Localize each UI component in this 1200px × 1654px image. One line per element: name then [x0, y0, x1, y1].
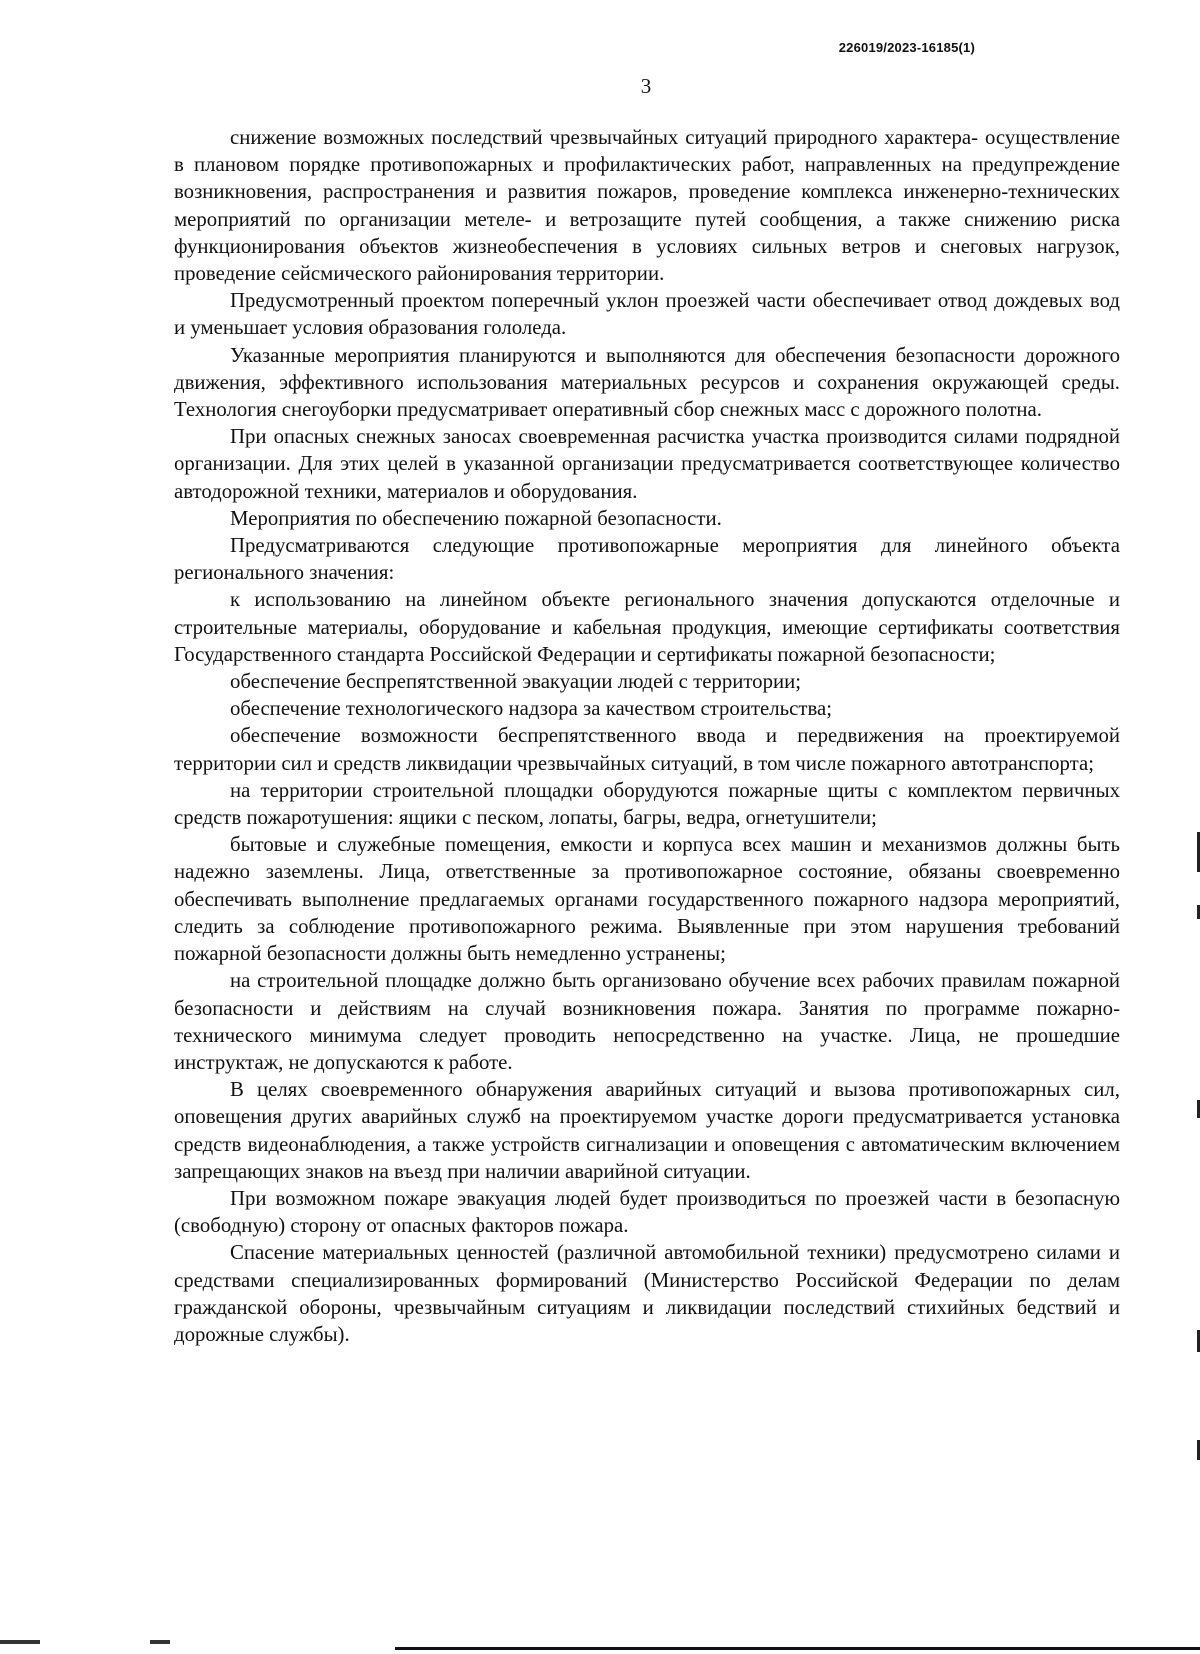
paragraph-worker-training: на строительной площадке должно быть организовано обучение всех рабочих правилам пожарной безопасности и действиям на случай возникновения пожара. Занятия по программе пожарно-технического минимума следует проводить непосредственно на участке. Лица, не прошедшие инструктаж, не допускаются к работе. [174, 969, 1120, 1074]
paragraph-grounding: бытовые и служебные помещения, емкости и корпуса всех машин и механизмов должны быть надежно заземлены. Лица, ответственные за противопожарное состояние, обязаны своевременно обеспечивать выполнение предлагаемых органами государственного пожарного надзора мероприятий, следить за соблюдение противопожарного режима. Выявленные при этом нарушения требований пожарной безопасности должны быть немедленно устранены; [174, 833, 1120, 966]
paragraph-tech-supervision: обеспечение технологического надзора за качеством строительства; [230, 697, 833, 721]
paragraph-snow-removal: Указанные мероприятия планируются и выполняются для обеспечения безопасности дорожного движения, эффективного использования материальных ресурсов и сохранения окружающей среды. Технология снегоуборки предусматривает оперативный сбор снежных масс с дорожного полотна. [174, 343, 1120, 422]
paragraph-fire-evacuation: При возможном пожаре эвакуация людей будет производиться по проезжей части в безопасную (свободную) сторону от опасных факторов пожара. [174, 1186, 1120, 1238]
scan-artifact-dash [150, 1640, 170, 1644]
paragraph-fire-boards: на территории строительной площадки оборудуются пожарные щиты с комплектом первичных средств пожаротушения: ящики с песком, лопаты, багры, ведра, огнетушители; [174, 778, 1120, 830]
paragraph-road-slope: Предусмотренный проектом поперечный уклон проезжей части обеспечивает отвод дождевых вод и уменьшает условия образования гололеда. [174, 289, 1120, 340]
paragraph-fire-measures-intro: Предусматриваются следующие противопожарные мероприятия для линейного объекта регионального значения: [174, 534, 1120, 585]
paragraph-property-rescue: Спасение материальных ценностей (различной автомобильной техники) предусмотрено силами и средствами специализированных формирований (Министерство Российской Федерации по делам гражданской обороны, чрезвычайным ситуациям и ликвидации последствий стихийных бедствий и дорожные службы). [174, 1241, 1120, 1346]
paragraph-natural-emergencies: снижение возможных последствий чрезвычайных ситуаций природного характера- осуществление в плановом порядке противопожарных и профилактических работ, направленных на предупреждение возникновения, распространения и развития пожаров, проведение комплекса инженерно-технических мероприятий по организации метеле- и ветрозащите путей сообщения, а также снижению риска функционирования объектов жизнеобеспечения в условиях сильных ветров и снеговых нагрузок, проведение сейсмического районирования территории. [174, 126, 1120, 286]
page-number: 3 [640, 74, 652, 98]
scan-bottom-line [395, 1647, 1200, 1650]
paragraph-video-surveillance: В целях своевременного обнаружения аварийных ситуаций и вызова противопожарных сил, оповещения других аварийных служб на проектируемом участке дороги предусматривается установка средств видеонаблюдения, а также устройств сигнализации и оповещения с автоматическим включением запрещающих знаков на въезд при наличии аварийной ситуации. [174, 1078, 1120, 1183]
paragraph-emergency-access: обеспечение возможности беспрепятственного ввода и передвижения на проектируемой территории сил и средств ликвидации чрезвычайных ситуаций, в том числе пожарного автотранспорта; [174, 724, 1120, 775]
paragraph-snow-drifts: При опасных снежных заносах своевременная расчистка участка производится силами подрядной организации. Для этих целей в указанной организации предусматривается соответствующее количество автодорожной техники, материалов и оборудования. [174, 425, 1120, 503]
paragraph-fire-safety-heading: Мероприятия по обеспечению пожарной безопасности. [230, 506, 722, 530]
paragraph-certified-materials: к использованию на линейном объекте регионального значения допускаются отделочные и строительные материалы, оборудование и кабельная продукция, имеющие сертификаты соответствия Государственного стандарта Российской Федерации и сертификаты пожарной безопасности; [174, 588, 1120, 666]
paragraph-evacuation: обеспечение беспрепятственной эвакуации людей с территории; [230, 670, 802, 694]
scan-artifact-dash [0, 1640, 40, 1644]
scan-bottom-edge [0, 1632, 1200, 1654]
document-body [174, 124, 1120, 1348]
document-registration-number: 226019/2023-16185(1) [838, 40, 975, 55]
